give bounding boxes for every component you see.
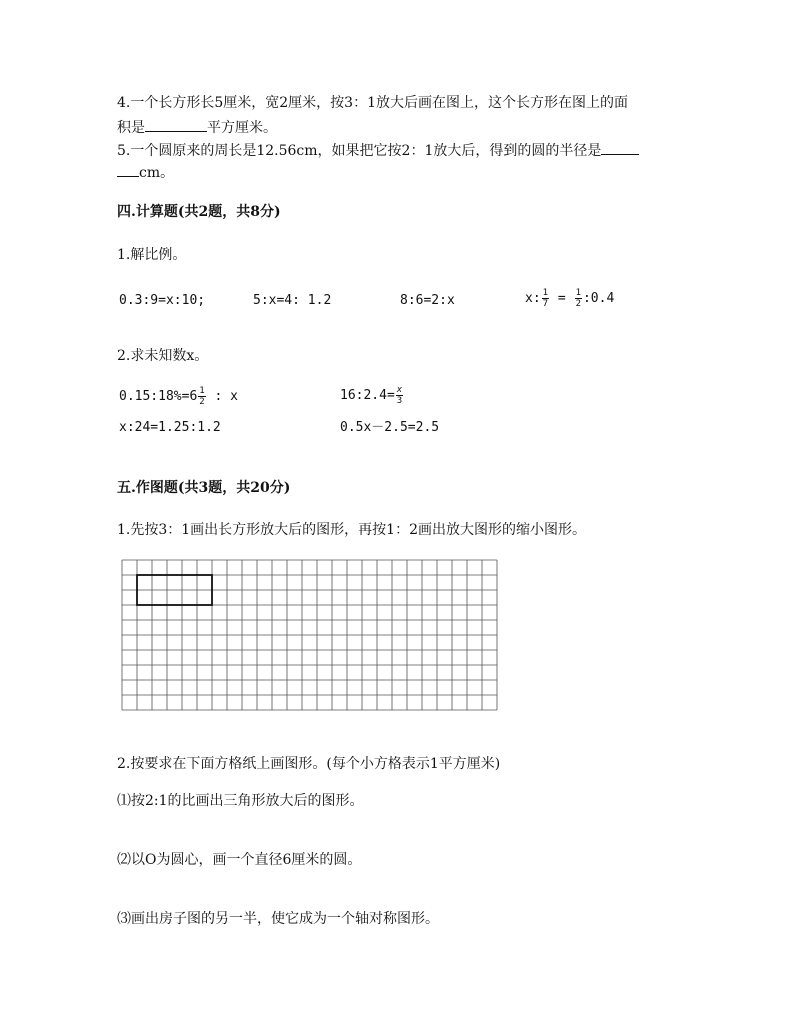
fraction-one-half xyxy=(198,386,205,407)
fraction-numerator: 1 xyxy=(575,288,581,298)
q4-answer-blank[interactable] xyxy=(145,117,207,132)
section4-q1-title: 1.解比例。 xyxy=(117,247,187,263)
fraction-denominator: 7 xyxy=(542,299,549,309)
section5-q2-sub2: ⑵以O为圆心，画一个直径6厘米的圆。 xyxy=(117,852,362,868)
ratio-item-4 xyxy=(525,288,614,309)
q5-line1-text: 5.一个圆原来的周长是12.56cm，如果把它按2：1放大后，得到的圆的半径是 xyxy=(117,143,602,159)
fraction-denominator: 3 xyxy=(396,396,403,406)
q4-line2-tail: 平方厘米。 xyxy=(207,120,277,136)
equation-item-2 xyxy=(340,385,404,406)
section5-title: 五.作图题(共3题，共20分) xyxy=(117,480,291,496)
equation-item-3: x:24=1.25:1.2 xyxy=(119,420,221,435)
section4-q2-title: 2.求未知数x。 xyxy=(117,348,209,364)
fraction-numerator: x xyxy=(396,385,403,395)
fraction-one-half xyxy=(575,288,582,309)
section5-q2-title: 2.按要求在下面方格纸上画图形。(每个小方格表示1平方厘米) xyxy=(117,756,501,772)
q5-answer-blank-a[interactable] xyxy=(601,140,639,155)
q5-answer-blank-b[interactable] xyxy=(117,162,139,177)
q4-line2-lead: 积是 xyxy=(117,120,145,136)
fraction-numerator: 1 xyxy=(542,288,549,298)
section5-q2-sub3: ⑶画出房子图的另一半，使它成为一个轴对称图形。 xyxy=(117,911,439,927)
ratio-item-2: 5:x=4: 1.2 xyxy=(253,293,332,308)
fraction-one-seventh xyxy=(542,288,549,309)
q4-line1: 4.一个长方形长5厘米，宽2厘米，按3：1放大后画在图上，这个长方形在图上的面 xyxy=(117,95,628,111)
fraction-x-over-3 xyxy=(396,385,403,406)
section5-q2-sub1: ⑴按2:1的比画出三角形放大后的图形。 xyxy=(117,793,364,809)
equation-item-1-tail: : x xyxy=(206,389,239,404)
grid-paper[interactable] xyxy=(120,559,498,717)
equation-item-1 xyxy=(119,386,238,407)
q4-line2 xyxy=(117,117,277,138)
q5-line2-tail: cm。 xyxy=(139,165,175,181)
ratio-item-3: 8:6=2:x xyxy=(400,293,455,308)
equation-item-2-lead: 16:2.4= xyxy=(340,388,395,403)
fraction-denominator: 2 xyxy=(575,299,581,309)
equals-sign: = xyxy=(550,291,574,306)
q5-line1 xyxy=(117,140,639,161)
fraction-denominator: 2 xyxy=(199,397,205,407)
ratio-item-4-tail: :0.4 xyxy=(582,291,615,306)
ratio-item-1: 0.3:9=x:10; xyxy=(119,293,206,308)
equation-item-4: 0.5x－2.5=2.5 xyxy=(340,420,440,435)
equation-item-1-lead: 0.15:18%=6 xyxy=(119,389,198,404)
section4-title: 四.计算题(共2题，共8分) xyxy=(117,204,281,220)
q5-line2 xyxy=(117,162,174,183)
section5-q1-title: 1.先按3：1画出长方形放大后的图形，再按1：2画出放大图形的缩小图形。 xyxy=(117,522,586,538)
ratio-item-4-lead: x: xyxy=(525,291,541,306)
fraction-numerator: 1 xyxy=(199,386,205,396)
